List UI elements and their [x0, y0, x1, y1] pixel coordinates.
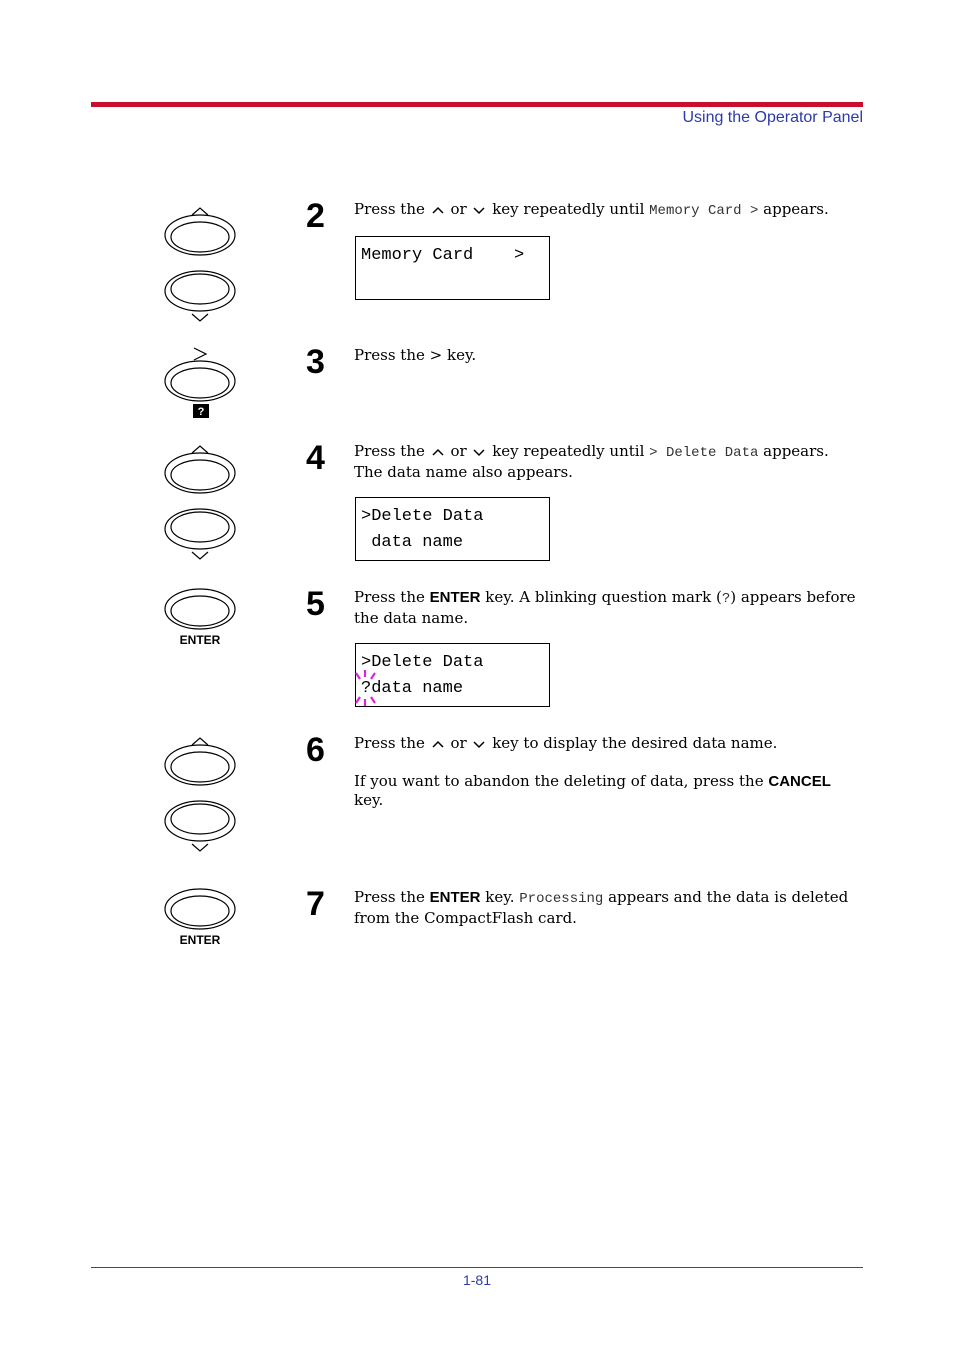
- header-rule: [91, 102, 863, 107]
- step-instruction: Press the or key to display the desired data name. If you want to abandon the deleting of data, press the CANCEL key.: [354, 734, 831, 809]
- down-arrow-icon: [471, 446, 487, 458]
- down-arrow-icon: [471, 738, 487, 750]
- step-number: 3: [306, 343, 325, 381]
- enter-key-icon: [158, 886, 242, 950]
- question-key-label: ?: [197, 406, 205, 418]
- step-number: 5: [306, 585, 325, 623]
- lcd-line-1: Memory Card >: [361, 246, 525, 265]
- lcd-line-1: >Delete Data: [361, 507, 484, 526]
- step-number: 2: [306, 197, 325, 235]
- step-instruction: Press the or key repeatedly until > Delete Data appears. The data name also appears.: [354, 442, 829, 481]
- step-number: 4: [306, 439, 325, 477]
- lcd-display: [355, 236, 550, 300]
- lcd-line-2: data name: [361, 533, 464, 552]
- step-number: 7: [306, 885, 325, 923]
- up-down-keys-icon: [158, 735, 242, 857]
- step-instruction: Press the > key.: [354, 346, 477, 364]
- up-down-keys-icon: [158, 443, 242, 565]
- footer-rule: [91, 1267, 863, 1268]
- up-down-keys-icon: [158, 205, 242, 327]
- step-number: 6: [306, 731, 325, 769]
- lcd-display: [355, 643, 550, 707]
- step-instruction: Press the ENTER key. A blinking question mark (?) appears before the data name.: [354, 588, 856, 627]
- step-instruction: Press the or key repeatedly until Memory Card > appears.: [354, 200, 829, 219]
- blink-indicator-icon: [354, 670, 380, 708]
- lcd-display: [355, 497, 550, 561]
- enter-key-label: ENTER: [179, 633, 221, 647]
- right-key-icon: [158, 345, 242, 421]
- enter-key-icon: [158, 586, 242, 650]
- up-arrow-icon: [430, 446, 446, 458]
- lcd-line-1: >Delete Data: [361, 653, 484, 672]
- lcd-line-2: ?data name: [361, 679, 464, 698]
- step-instruction: Press the ENTER key. Processing appears and the data is deleted from the CompactFlash card.: [354, 888, 849, 927]
- up-arrow-icon: [430, 738, 446, 750]
- section-title: Using the Operator Panel: [682, 109, 863, 126]
- page-number: 1-81: [462, 1272, 492, 1288]
- up-arrow-icon: [430, 204, 446, 216]
- down-arrow-icon: [471, 204, 487, 216]
- enter-key-label: ENTER: [179, 933, 221, 947]
